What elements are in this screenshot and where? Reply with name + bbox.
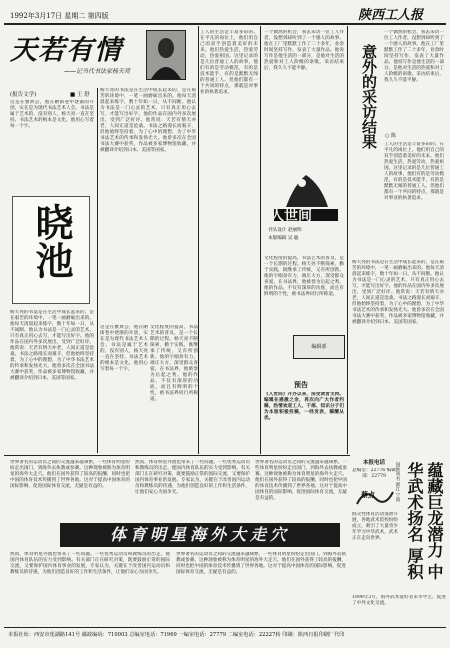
lead-body-col1: 杨天亮的书法是在生活中成长起来的，是在艰苦的环境中，一笔一画磨砺出来的。他每天清晨起来练字，数十年如一日，从不间断。他认为书法是一门心灵的艺术，只有真正用心去写，才能写出好字。他的作品在国内外多次展出，受到广泛好评。他常说：天若有情天亦老，人间正道是沧桑。书法之路漫长而艰辛，但他始终坚持着，为了心中的理想，为了中华书法艺术的传承和发扬光大。他曾多次在全国书法大赛中获奖，作品被多家博物馆收藏，并被翻译介绍到日本、美国等国家。 <box>10 310 94 381</box>
right-strip-bottom-text: 1990年3月，海外武术爱好者来华学艺，促进了中外文化交流。 <box>352 595 446 606</box>
feature-column-title: 人世间 <box>270 208 312 224</box>
header-design-credit: 刊头设计 赵丽明 <box>268 228 302 233</box>
sports-banner-title: 体育明星海外大走穴 <box>109 525 290 544</box>
mini-body: 群众性体育活动蓬勃开展，各地武术馆校纷纷成立，吸引了大量青少年学习中华武术，武术正在走向世界。 <box>352 512 398 541</box>
vertical-subhead: 国际知名 浙江 宁波 <box>395 462 400 502</box>
lead-subtitle: ——记当代书法家杨天亮 <box>64 68 131 75</box>
lead-intro: 这是在雅典公，他在陋街巷中逐渐的开创，实在是为现代书法艺术人会。书法是属于艺术的，没有别人，杨天亮一直在坚持。书法艺术的根本是文化，他用心写着每一个字。 <box>10 100 94 129</box>
bottom-body-lower-left: 然而，体育明星外流也带来了一些问题。一些优秀运动员和教练员的出走，使国内体育队伍的实力受到影响。有关部门正在研究对策，既要鼓励正常的国际交流，又要保护国内体育事业的发展。专家认为，关键在于改善国内运动员和教练员的待遇，为他们创造良好的工作和生活条件，让他们安心为国争光。 <box>10 552 170 575</box>
middle-column: 工人的生活是丰富多彩的。在平凡的岗位上，他们用自己的双手创造着美好的未来。他们热爱生活，热爱劳动，热爱祖国。这里记录的是几位普通工人的故事，他们有的是劳动模范，有的是技术能手，有的是默默无闻的普通工人。但他们都有一个共同的特点，那就是对事业的执著追求。 <box>200 30 258 95</box>
feature-text-top: 一个偶然的机会，我去采访一位工人作者，没想到却听到了一个感人的故事。他在工厂里默默工作了二十多年，业余时间坚持写作，发表了大量作品。他说写作是他生活的一部分，是他对生活的热爱和对工人阶级的讴歌。采访结束后，我久久不能平静。 <box>264 30 344 71</box>
editorial-stamp-box <box>293 335 345 359</box>
upper-right-title: 意外的采访结果 <box>360 44 378 149</box>
calligraphy-artwork <box>12 196 90 304</box>
bottom-body-right: 世界著名的运动员之间的交流越来越频繁，一些体育明星纷纷走出国门，到海外去执教或参赛。这种现象被称为体育明星的海外大走穴。他们在国外获得了较高的报酬，同时也把中国的体育技术传播到了世界各地。这对于提高中国体育的国际影响，促进国际体育交流，无疑是有益的。 <box>255 460 347 501</box>
footer-rule <box>4 627 446 628</box>
bottom-body-lower-right: 世界著名的运动员之间的交流越来越频繁，一些体育明星纷纷走出国门，到海外去执教或参赛。这种现象被称为体育明星的海外大走穴。他们在国外获得了较高的报酬，同时也把中国的体育技术传播到了世界各地。这对于提高中国体育的国际影响，促进国际体育交流，无疑是有益的。 <box>176 552 346 575</box>
vertical-headline: 蕴藏巨龙潜力 中华武术扬名 厚积 <box>405 462 444 580</box>
masthead-rule <box>4 23 446 25</box>
feature-text-bottom: 文化程度的提高，书法艺术的普及，是一个长期的过程。杨天亮不断探索，勤于实践，既继承了传统，又有所创新。他的字刚劲有力，端庄大方，深受群众喜爱。在书法界，他被誉为后起之秀。他的作品，不仅有深厚的功底，而且有鲜明的个性，被书法界同行所称道。 <box>264 256 344 297</box>
lead-title: 天若有情 <box>10 35 122 66</box>
notice-title: 预告 <box>294 380 308 389</box>
bottom-body-left: 世界著名的运动员之间的交流越来越频繁，一些体育明星纷纷走出国门，到海外去执教或参赛。这种现象被称为体育明星的海外大走穴。他们在国外获得了较高的报酬，同时也把中国的体育技术传播到了世界各地。这对于提高中国体育的国际影响，促进国际体育交流，无疑是有益的。 <box>10 460 130 489</box>
contact-box <box>350 458 398 488</box>
notice-body: 《人世间》开办以来，深受读者支持。编辑在感激之余，再次向广大作者约稿，热情欢迎工人、干部、知识分子们为本版积极投稿，一经发表，稿酬从优。 <box>264 392 344 421</box>
lead-body-col2: 杨天亮的书法是在生活中成长起来的，是在艰苦的环境中，一笔一画磨砺出来的。他每天清晨起来练字，数十年如一日，从不间断。他认为书法是一门心灵的艺术，只有真正用心去写，才能写出好字。他的作品在国内外多次展出，受到广泛好评。他常说：天若有情天亦老，人间正道是沧桑。书法之路漫长而艰辛，但他始终坚持着，为了心中的理想，为了中华书法艺术的传承和发扬光大。他曾多次在全国书法大赛中获奖，作品被多家博物馆收藏，并被翻译介绍到日本、美国等国家。 <box>100 88 196 153</box>
paper-name: 陕西工人报 <box>358 8 424 23</box>
sports-banner <box>60 523 340 547</box>
editorial-stamp-text: 编辑部 <box>311 344 327 350</box>
contact-body: 总编室：22776 编辑部：22779 <box>352 468 396 479</box>
bottom-body-mid: 然而，体育明星外流也带来了一些问题。一些优秀运动员和教练员的出走，使国内体育队伍的实力受到影响。有关部门正在研究对策，既要鼓励正常的国际交流，又要保护国内体育事业的发展。专家认为，关键在于改善国内运动员和教练员的待遇，为他们创造良好的工作和生活条件，让他们安心为国争光。 <box>135 460 250 495</box>
section-rule <box>4 455 350 456</box>
column-divider <box>198 26 199 454</box>
calligraphy-chars: 晓池 <box>29 203 74 279</box>
issue-date: 1992年3月17日 星期二 第四版 <box>10 12 109 20</box>
lead-author: ■ 王 舒 <box>70 92 90 98</box>
upper-right-body: 一个偶然的机会，我去采访一位工人作者，没想到却听到了一个感人的故事。他在工厂里默默工作了二十多年，业余时间坚持写作，发表了大量作品。他说写作是他生活的一部分，是他对生活的热爱和对工人阶级的讴歌。采访结束后，我久久不能平静。 <box>384 30 444 83</box>
portrait-photo <box>146 30 186 80</box>
upper-right-body-lower: 杨天亮的书法是在生活中成长起来的，是在艰苦的环境中，一笔一画磨砺出来的。他每天清晨起来练字，数十年如一日，从不间断。他认为书法是一门心灵的艺术，只有真正用心去写，才能写出好字。他的作品在国内外多次展出，受到广泛好评。他常说：天若有情天亦老，人间正道是沧桑。书法之路漫长而艰辛，但他始终坚持着，为了心中的理想，为了中华书法艺术的传承和发扬光大。他曾多次在全国书法大赛中获奖，作品被多家博物馆收藏，并被翻译介绍到日本、美国等国家。 <box>352 260 444 325</box>
footer-info: 本报社址：西安市莲湖路141号 邮政编码：710003 总编室电话：71969 一编室电话：27779 二编室电话：22227转 印刷：陕西日报印刷厂代印 <box>8 632 345 638</box>
upper-right-body-cont: 工人的生活是丰富多彩的。在平凡的岗位上，他们用自己的双手创造着美好的未来。他们热爱生活，热爱劳动，热爱祖国。这里记录的是几位普通工人的故事，他们有的是劳动模范，有的是技术能手，有的是默默无闻的普通工人。但他们都有一个共同的特点，那就是对事业的执著追求。 <box>384 142 444 201</box>
column-divider <box>260 26 261 454</box>
lead-genre: (报告文学) <box>10 92 37 98</box>
upper-right-byline: ○ 陈 <box>385 133 396 139</box>
lead-body-col3: 这是在雅典公，他在陋街巷中逐渐的开创，实在是为现代书法艺术人会。书法是属于艺术的，没有别人，杨天亮一直在坚持。书法艺术的根本是文化，他用心写着每一个字。 <box>100 325 148 372</box>
mini-heading-title: 蔡点 <box>361 490 375 499</box>
editor-credit: 本版编辑 吴 聪 <box>268 236 299 241</box>
column-continuation: 文化程度的提高，书法艺术的普及，是一个长期的过程。杨天亮不断探索，勤于实践，既继承了传统，又有所创新。他的字刚劲有力，端庄大方，深受群众喜爱。在书法界，他被誉为后起之秀。他的作品，不仅有深厚的功底，而且有鲜明的个性，被书法界同行所称道。 <box>150 325 198 402</box>
mini-heading <box>355 486 395 510</box>
column-divider <box>97 88 98 453</box>
feature-column-header <box>266 165 344 251</box>
contact-title: 本报电话 <box>362 460 385 466</box>
column-divider <box>347 26 348 454</box>
